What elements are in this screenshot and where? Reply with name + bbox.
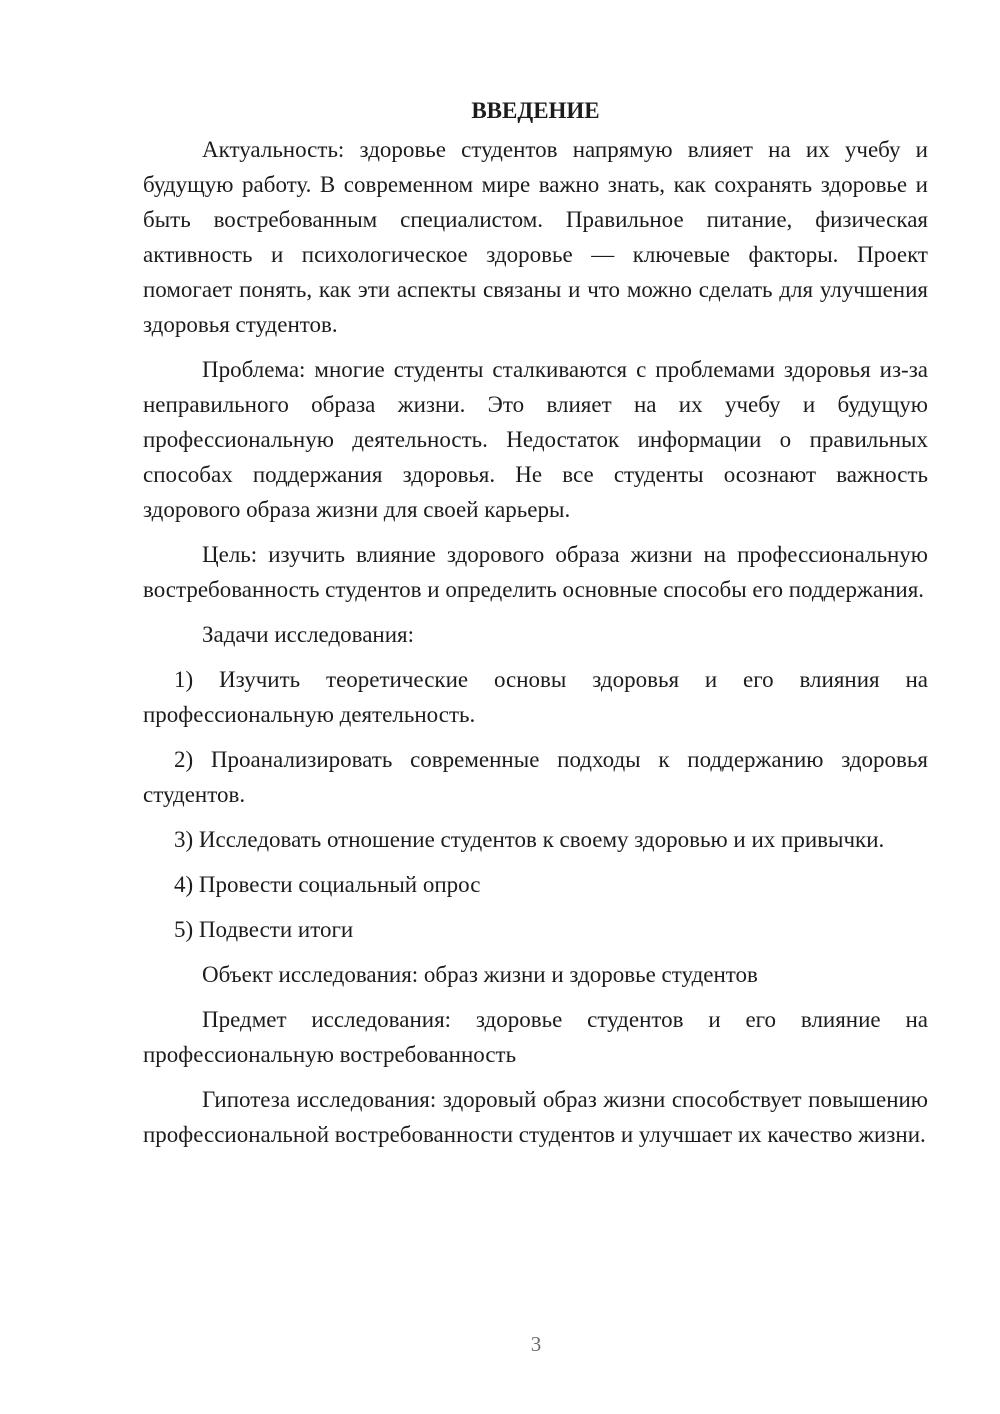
task-item-4: 4) Провести социальный опрос (174, 872, 481, 897)
task-item-1: 1) Изучить теоретические основы здоровья и его влияния на профессиональную деятельность. (143, 667, 928, 727)
relevance-paragraph: Актуальность: здоровье студентов напрямую влияет на их учебу и будущую работу. В современном мире важно знать, как сохранять здоровье и быть востребованным специалистом. Правильное питание, физическая активность и психологическое здоровье — ключевые факторы. Проект помогает понять, как эти аспекты связаны и что можно сделать для улучшения здоровья студентов. (143, 137, 928, 337)
tasks-heading: Задачи исследования: (202, 622, 415, 647)
object-paragraph: Объект исследования: образ жизни и здоровье студентов (202, 962, 758, 987)
page-number: 3 (530, 1332, 542, 1356)
page-title: ВВЕДЕНИЕ (471, 98, 600, 123)
task-item-2: 2) Проанализировать современные подходы к поддержанию здоровья студентов. (143, 747, 928, 807)
task-item-3: 3) Исследовать отношение студентов к своему здоровью и их привычки. (174, 827, 885, 852)
subject-paragraph: Предмет исследования: здоровье студентов и его влияние на профессиональную востребованность (143, 1007, 928, 1067)
problem-paragraph: Проблема: многие студенты сталкиваются с проблемами здоровья из-за неправильного образа жизни. Это влияет на их учебу и будущую профессиональную деятельность. Недостаток информации о правильных способах поддержания здоровья. Не все студенты осознают важность здорового образа жизни для своей карьеры. (143, 357, 928, 522)
goal-paragraph: Цель: изучить влияние здорового образа жизни на профессиональную востребованность студентов и определить основные способы его поддержания. (143, 542, 928, 602)
hypothesis-paragraph: Гипотеза исследования: здоровый образ жизни способствует повышению профессиональной востребованности студентов и улучшает их качество жизни. (143, 1087, 928, 1147)
task-item-5: 5) Подвести итоги (174, 917, 354, 942)
document-page (143, 96, 928, 1162)
